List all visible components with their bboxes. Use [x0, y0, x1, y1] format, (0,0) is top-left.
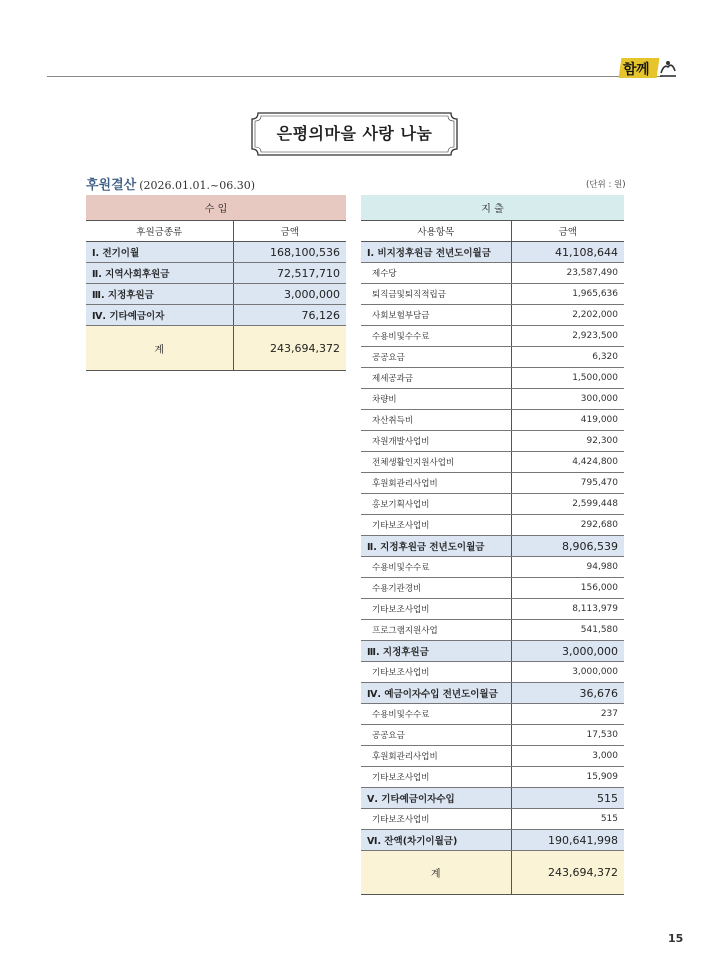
expense-item-row	[361, 410, 624, 431]
page-title-frame	[250, 111, 459, 157]
expense-col-item: 사용항목	[361, 221, 511, 242]
income-item-amount: 168,100,536	[233, 242, 346, 263]
expense-item-label: Ⅲ. 지정후원금	[361, 641, 511, 662]
expense-item-amount: 92,300	[511, 431, 624, 452]
expense-header: 지 출	[361, 195, 624, 221]
expense-total-amount: 243,694,372	[511, 851, 624, 895]
expense-item-amount: 3,000,000	[511, 641, 624, 662]
expense-item-label: 공공요금	[361, 347, 511, 368]
expense-item-row	[361, 494, 624, 515]
expense-item-row	[361, 620, 624, 641]
expense-item-amount: 94,980	[511, 557, 624, 578]
expense-item-label: 기타보조사업비	[361, 662, 511, 683]
expense-item-row	[361, 809, 624, 830]
expense-category-row	[361, 641, 624, 662]
expense-total-label: 계	[361, 851, 511, 895]
expense-item-row	[361, 326, 624, 347]
expense-item-label: 수용비및수수료	[361, 704, 511, 725]
expense-category-row	[361, 830, 624, 851]
expense-item-amount: 292,680	[511, 515, 624, 536]
expense-item-amount: 795,470	[511, 473, 624, 494]
expense-item-row	[361, 746, 624, 767]
income-row	[86, 305, 346, 326]
expense-item-amount: 190,641,998	[511, 830, 624, 851]
income-header: 수 입	[86, 195, 346, 221]
expense-item-amount: 36,676	[511, 683, 624, 704]
expense-item-label: Ⅳ. 예금이자수입 전년도이월금	[361, 683, 511, 704]
expense-item-label: 후원회관리사업비	[361, 473, 511, 494]
income-table	[86, 195, 346, 371]
expense-item-amount: 156,000	[511, 578, 624, 599]
income-item-amount: 3,000,000	[233, 284, 346, 305]
expense-item-label: 기타보조사업비	[361, 767, 511, 788]
expense-item-label: 기타보조사업비	[361, 599, 511, 620]
expense-item-label: Ⅱ. 지정후원금 전년도이월금	[361, 536, 511, 557]
expense-item-row	[361, 578, 624, 599]
expense-body	[361, 242, 624, 895]
expense-item-label: 기타보조사업비	[361, 809, 511, 830]
expense-item-label: Ⅴ. 기타예금이자수입	[361, 788, 511, 809]
expense-item-row	[361, 704, 624, 725]
header-rule	[47, 76, 663, 77]
income-row	[86, 263, 346, 284]
expense-item-label: Ⅰ. 비지정후원금 전년도이월금	[361, 242, 511, 263]
expense-item-label: 자원개발사업비	[361, 431, 511, 452]
expense-item-amount: 8,906,539	[511, 536, 624, 557]
expense-item-row	[361, 473, 624, 494]
expense-item-amount: 41,108,644	[511, 242, 624, 263]
expense-item-label: 제세공과금	[361, 368, 511, 389]
unit-note: (단위 : 원)	[586, 180, 626, 190]
expense-item-row	[361, 431, 624, 452]
expense-item-row	[361, 284, 624, 305]
expense-item-amount: 4,424,800	[511, 452, 624, 473]
expense-category-row	[361, 788, 624, 809]
expense-item-row	[361, 389, 624, 410]
expense-item-label: 공공요금	[361, 725, 511, 746]
expense-item-row	[361, 368, 624, 389]
expense-item-amount: 8,113,979	[511, 599, 624, 620]
income-col-amount: 금액	[233, 221, 346, 242]
income-row	[86, 242, 346, 263]
expense-item-row	[361, 599, 624, 620]
income-item-label: Ⅱ. 지역사회후원금	[86, 263, 233, 284]
expense-item-label: 자산취득비	[361, 410, 511, 431]
expense-total-row	[361, 851, 624, 895]
expense-item-label: 기타보조사업비	[361, 515, 511, 536]
badge-label: 함께	[623, 62, 650, 78]
expense-item-row	[361, 263, 624, 284]
expense-item-amount: 17,530	[511, 725, 624, 746]
expense-category-row	[361, 683, 624, 704]
income-total-amount: 243,694,372	[233, 326, 346, 371]
expense-item-amount: 1,500,000	[511, 368, 624, 389]
expense-item-row	[361, 725, 624, 746]
page-title: 은평의마을 사랑 나눔	[276, 124, 433, 143]
expense-item-row	[361, 515, 624, 536]
expense-item-amount: 300,000	[511, 389, 624, 410]
income-item-amount: 72,517,710	[233, 263, 346, 284]
expense-item-label: 사회보험부담금	[361, 305, 511, 326]
expense-item-row	[361, 305, 624, 326]
expense-item-amount: 2,599,448	[511, 494, 624, 515]
expense-item-label: Ⅵ. 잔액(차기이월금)	[361, 830, 511, 851]
expense-table	[361, 195, 624, 895]
section-period: (2026.01.01.~06.30)	[139, 179, 256, 192]
income-row	[86, 284, 346, 305]
expense-item-amount: 23,587,490	[511, 263, 624, 284]
expense-item-row	[361, 452, 624, 473]
income-col-item: 후원금종류	[86, 221, 233, 242]
expense-category-row	[361, 242, 624, 263]
income-item-amount: 76,126	[233, 305, 346, 326]
section-heading	[86, 174, 255, 193]
expense-item-row	[361, 767, 624, 788]
expense-item-label: 프로그램지원사업	[361, 620, 511, 641]
expense-item-amount: 2,202,000	[511, 305, 624, 326]
income-body	[86, 242, 346, 371]
income-item-label: Ⅰ. 전기이월	[86, 242, 233, 263]
expense-item-label: 수용비및수수료	[361, 326, 511, 347]
expense-col-amount: 금액	[511, 221, 624, 242]
expense-item-label: 수용기관경비	[361, 578, 511, 599]
expense-item-label: 퇴직금및퇴직적립금	[361, 284, 511, 305]
expense-item-label: 후원회관리사업비	[361, 746, 511, 767]
expense-item-label: 차량비	[361, 389, 511, 410]
expense-item-amount: 237	[511, 704, 624, 725]
income-item-label: Ⅲ. 지정후원금	[86, 284, 233, 305]
expense-item-label: 전체생활인지원사업비	[361, 452, 511, 473]
expense-item-label: 수용비및수수료	[361, 557, 511, 578]
expense-item-row	[361, 557, 624, 578]
income-total-label: 계	[86, 326, 233, 371]
expense-item-amount: 15,909	[511, 767, 624, 788]
section-title: 후원결산	[86, 178, 137, 193]
expense-item-amount: 3,000,000	[511, 662, 624, 683]
expense-item-label: 홍보기획사업비	[361, 494, 511, 515]
income-total-row	[86, 326, 346, 371]
expense-item-amount: 2,923,500	[511, 326, 624, 347]
section-badge	[618, 56, 678, 80]
expense-item-label: 제수당	[361, 263, 511, 284]
expense-item-amount: 419,000	[511, 410, 624, 431]
expense-item-row	[361, 347, 624, 368]
expense-item-amount: 515	[511, 788, 624, 809]
expense-category-row	[361, 536, 624, 557]
expense-item-amount: 515	[511, 809, 624, 830]
income-item-label: Ⅳ. 기타예금이자	[86, 305, 233, 326]
hands-icon	[658, 58, 678, 78]
expense-item-amount: 3,000	[511, 746, 624, 767]
expense-item-row	[361, 662, 624, 683]
page-number: 15	[668, 932, 684, 945]
expense-item-amount: 1,965,636	[511, 284, 624, 305]
expense-item-amount: 541,580	[511, 620, 624, 641]
expense-item-amount: 6,320	[511, 347, 624, 368]
